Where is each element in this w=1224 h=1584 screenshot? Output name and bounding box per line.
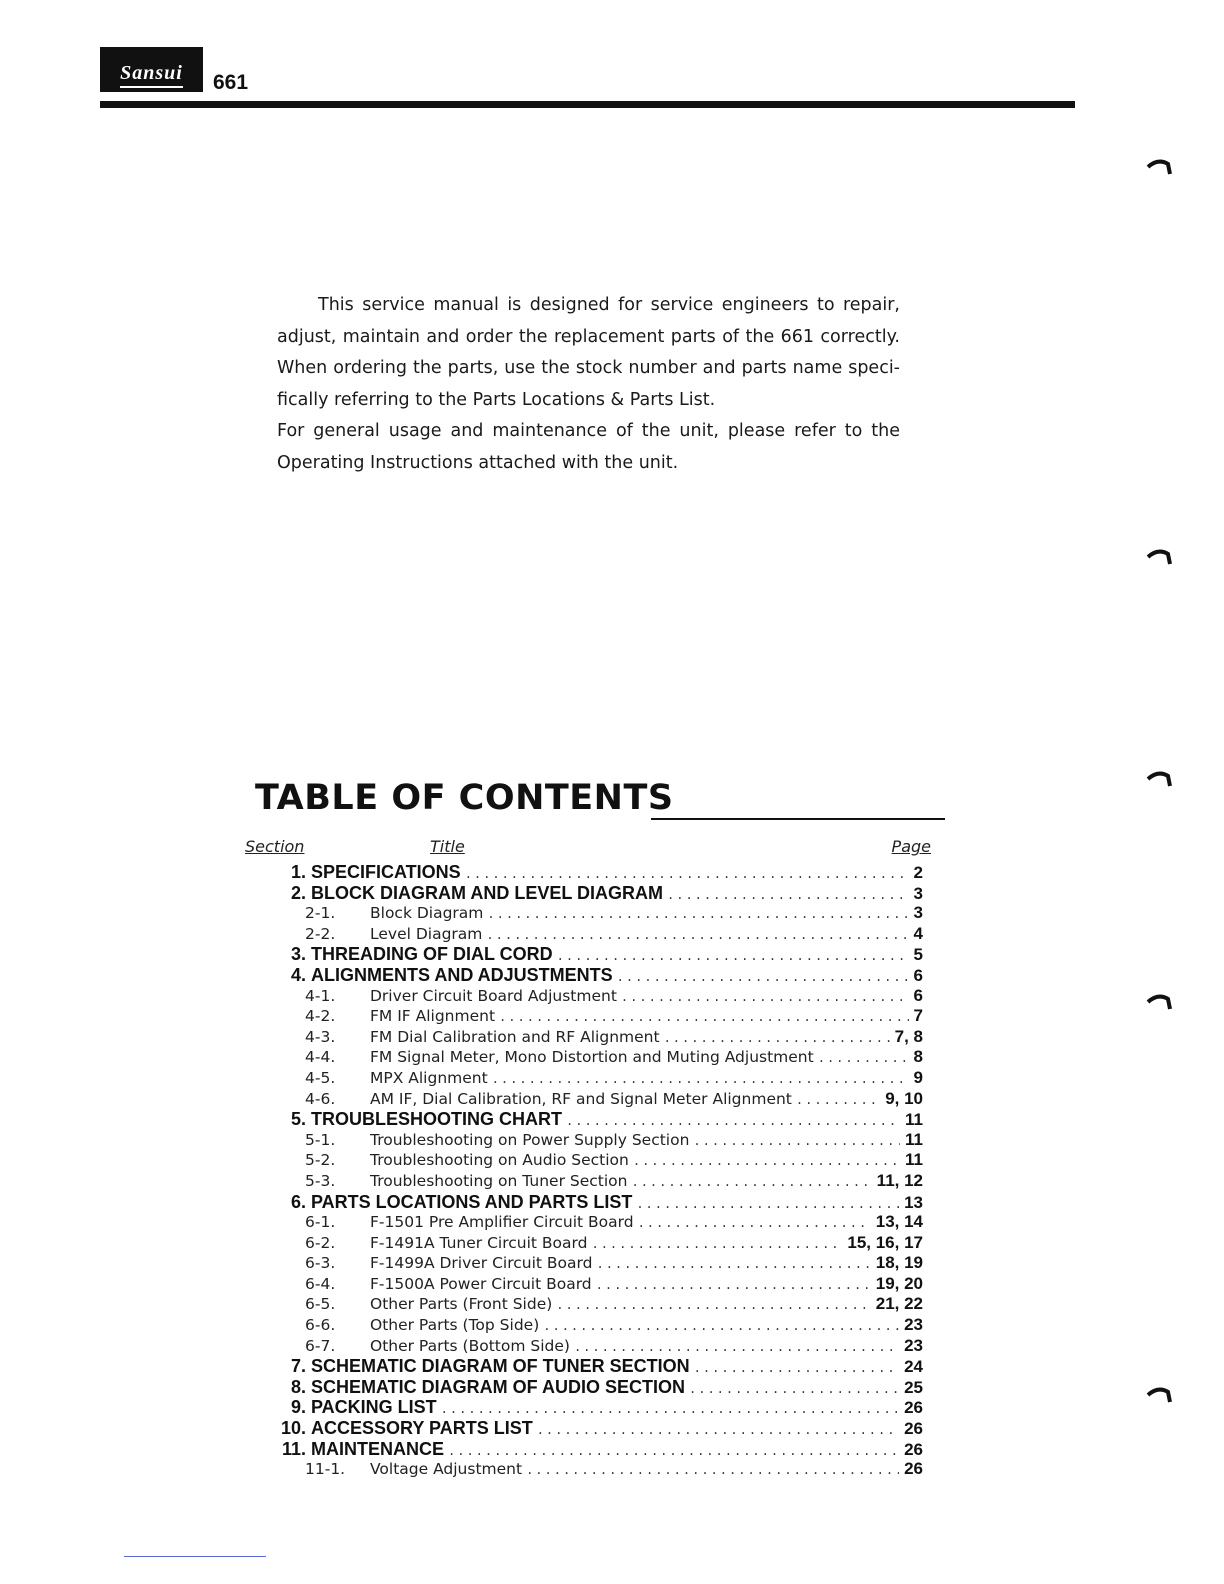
toc-number: 2-1. — [305, 904, 336, 923]
toc-number: 4-4. — [305, 1048, 336, 1067]
toc-subsection-row — [255, 1047, 923, 1068]
toc-number: 10. — [280, 1418, 306, 1439]
toc-leader — [486, 928, 908, 942]
toc-section-row — [255, 1439, 923, 1460]
toc-subsection-row — [255, 903, 923, 924]
col-section: Section — [245, 837, 305, 856]
toc-page: 26 — [904, 1419, 923, 1439]
toc-leader — [591, 1237, 842, 1251]
toc-section-row — [255, 883, 923, 904]
toc-title: SPECIFICATIONS — [311, 862, 461, 882]
toc-number: 11-1. — [305, 1460, 346, 1479]
sansui-logo — [100, 47, 203, 92]
toc-number: 4-6. — [305, 1089, 336, 1108]
toc-leader — [543, 1319, 899, 1333]
toc-page: 26 — [904, 1459, 923, 1479]
toc-page: 4 — [913, 923, 923, 943]
toc-number: 6-4. — [305, 1274, 336, 1293]
toc-section-row — [255, 1377, 923, 1398]
toc-page: 8 — [913, 1047, 923, 1067]
toc-number: 7. — [290, 1356, 306, 1377]
toc-page: 26 — [904, 1439, 923, 1459]
toc-page: 13, 14 — [875, 1212, 923, 1232]
toc-leader — [693, 1134, 900, 1148]
toc-column-headers — [245, 837, 931, 861]
toc-page: 25 — [904, 1377, 923, 1397]
toc-title: Troubleshooting on Tuner Section — [370, 1171, 628, 1190]
toc-title: Other Parts (Bottom Side) — [370, 1336, 570, 1355]
toc-subsection-row — [255, 1027, 923, 1048]
intro-line: Operating Instructions attached with the unit. — [277, 452, 679, 473]
toc-number: 2-2. — [305, 924, 336, 943]
toc-number: 4-3. — [305, 1027, 336, 1046]
toc-leader — [556, 1298, 870, 1312]
toc-page: 13 — [904, 1192, 923, 1212]
toc-number: 3. — [290, 944, 306, 965]
toc-number: 5-3. — [305, 1171, 336, 1190]
footer-line — [124, 1556, 266, 1557]
toc-title: SCHEMATIC DIAGRAM OF TUNER SECTION — [311, 1356, 690, 1377]
toc-subsection-row — [255, 1233, 923, 1254]
toc-page: 7, 8 — [894, 1026, 923, 1046]
toc-title: F-1500A Power Circuit Board — [370, 1274, 592, 1293]
toc-title: Driver Circuit Board Adjustment — [370, 986, 617, 1005]
binder-mark-icon — [1146, 1386, 1172, 1404]
toc-leader — [621, 990, 909, 1004]
intro-line: For general usage and maintenance of the unit, please refer to the — [277, 421, 900, 441]
toc-page: 2 — [913, 863, 923, 882]
toc-section-row — [255, 965, 923, 986]
page-header — [100, 47, 1075, 109]
toc-subsection-row — [255, 986, 923, 1007]
toc-title: PACKING LIST — [311, 1397, 437, 1418]
toc-number: 6-1. — [305, 1213, 336, 1232]
toc-subsection-row — [255, 1274, 923, 1295]
toc-page: 5 — [913, 945, 923, 965]
toc-subsection-row — [255, 1089, 923, 1110]
toc-number: 4-1. — [305, 986, 336, 1005]
toc-page: 26 — [904, 1398, 923, 1418]
toc-title: MPX Alignment — [370, 1068, 488, 1087]
toc-page: 21, 22 — [875, 1294, 923, 1314]
toc-title: FM Signal Meter, Mono Distortion and Muting Adjustment — [370, 1048, 814, 1067]
toc-title: FM IF Alignment — [370, 1007, 496, 1026]
toc-number: 4-2. — [305, 1007, 336, 1026]
toc-number: 5-2. — [305, 1151, 336, 1170]
toc-page: 23 — [904, 1315, 923, 1335]
toc-number: 6. — [290, 1191, 306, 1212]
toc-leader — [596, 1257, 870, 1271]
toc-subsection-row — [255, 1068, 923, 1089]
toc-title: F-1499A Driver Circuit Board — [370, 1254, 593, 1273]
toc-leader — [796, 1093, 880, 1107]
toc-leader — [631, 1175, 871, 1189]
toc-section-row — [255, 862, 923, 883]
brand-name: Sansui — [120, 62, 183, 88]
toc-subsection-row — [255, 924, 923, 945]
toc-subsection-row — [255, 1150, 923, 1171]
toc-subsection-row — [255, 1459, 923, 1480]
toc-leader — [499, 1010, 908, 1024]
toc-leader — [537, 1423, 899, 1437]
toc-leader — [448, 1444, 899, 1458]
model-number: 661 — [213, 71, 249, 94]
toc-heading-text: TABLE OF CONTENTS — [255, 778, 674, 818]
col-title: Title — [430, 837, 465, 856]
binder-mark-icon — [1146, 770, 1172, 788]
toc-page: 9 — [913, 1067, 923, 1087]
toc-subsection-row — [255, 1315, 923, 1336]
toc-leader — [636, 1197, 899, 1211]
header-rule — [100, 101, 1075, 108]
toc-subsection-row — [255, 1006, 923, 1027]
toc-page: 11, 12 — [876, 1170, 923, 1190]
toc-page: 11 — [905, 1150, 923, 1170]
toc-leader — [492, 1072, 909, 1086]
toc-subsection-row — [255, 1171, 923, 1192]
toc-section-row — [255, 944, 923, 965]
toc-leader — [441, 1402, 899, 1416]
toc-page: 11 — [905, 1110, 923, 1130]
toc-title: PARTS LOCATIONS AND PARTS LIST — [311, 1191, 633, 1212]
toc-number: 5-1. — [305, 1130, 336, 1149]
toc-leader — [566, 1114, 900, 1128]
binder-mark-icon — [1146, 548, 1172, 566]
toc-title: Voltage Adjustment — [370, 1460, 523, 1479]
toc-page: 23 — [904, 1335, 923, 1355]
toc-section-row — [255, 1192, 923, 1213]
toc-title: Level Diagram — [370, 924, 483, 943]
toc-subsection-row — [255, 1212, 923, 1233]
toc-section-row — [255, 1356, 923, 1377]
toc-title: MAINTENANCE — [311, 1438, 444, 1459]
toc-number: 6-3. — [305, 1254, 336, 1273]
binder-mark-icon — [1146, 158, 1172, 176]
toc-number: 1. — [290, 862, 306, 882]
heading-rule — [651, 818, 945, 820]
intro-line: This service manual is designed for service engineers to repair, — [318, 295, 900, 315]
toc-title: Other Parts (Top Side) — [370, 1316, 540, 1335]
toc-subsection-row — [255, 1336, 923, 1357]
toc-number: 2. — [290, 882, 306, 903]
toc-leader — [818, 1051, 909, 1065]
toc-page: 24 — [904, 1357, 923, 1377]
toc-title: THREADING OF DIAL CORD — [311, 944, 553, 965]
toc-section-row — [255, 1109, 923, 1130]
toc-page: 7 — [913, 1006, 923, 1026]
toc-leader — [465, 867, 909, 881]
toc-page: 6 — [913, 985, 923, 1005]
toc-leader — [574, 1340, 899, 1354]
toc-title: F-1501 Pre Amplifier Circuit Board — [370, 1213, 634, 1232]
toc-leader — [487, 907, 908, 921]
toc-leader — [526, 1463, 899, 1477]
toc-title: Troubleshooting on Power Supply Section — [370, 1130, 690, 1149]
intro-line: adjust, maintain and order the replacement parts of the 661 correctly. — [277, 326, 900, 347]
toc-title: Other Parts (Front Side) — [370, 1295, 553, 1314]
toc-leader — [633, 1154, 900, 1168]
toc-page: 18, 19 — [875, 1253, 923, 1273]
toc-leader — [638, 1216, 871, 1230]
toc-title: Block Diagram — [370, 904, 484, 923]
toc-title: SCHEMATIC DIAGRAM OF AUDIO SECTION — [311, 1376, 685, 1397]
intro-line: When ordering the parts, use the stock number and parts name speci- — [277, 358, 900, 378]
toc-leader — [557, 949, 909, 963]
toc-subsection-row — [255, 1130, 923, 1151]
toc-number: 4. — [290, 964, 306, 985]
intro-paragraph — [277, 290, 900, 479]
toc-page: 11 — [905, 1129, 923, 1149]
toc-section-row — [255, 1418, 923, 1439]
toc-title: TROUBLESHOOTING CHART — [311, 1109, 562, 1130]
toc-title: ALIGNMENTS AND ADJUSTMENTS — [311, 964, 613, 985]
toc-subsection-row — [255, 1294, 923, 1315]
toc-list — [255, 862, 923, 1480]
toc-number: 9. — [290, 1397, 306, 1418]
toc-title: FM Dial Calibration and RF Alignment — [370, 1027, 660, 1046]
toc-page: 3 — [913, 903, 923, 923]
toc-leader — [694, 1361, 899, 1375]
toc-leader — [689, 1382, 899, 1396]
toc-number: 6-2. — [305, 1233, 336, 1252]
toc-title: AM IF, Dial Calibration, RF and Signal Meter Alignment — [370, 1089, 792, 1108]
toc-leader — [596, 1278, 871, 1292]
toc-title: Troubleshooting on Audio Section — [370, 1151, 629, 1170]
toc-title: ACCESSORY PARTS LIST — [311, 1418, 533, 1439]
toc-section-row — [255, 1397, 923, 1418]
toc-page: 15, 16, 17 — [847, 1232, 923, 1252]
toc-title: F-1491A Tuner Circuit Board — [370, 1233, 588, 1252]
toc-number: 6-6. — [305, 1316, 336, 1335]
toc-number: 5. — [290, 1109, 306, 1130]
toc-number: 6-7. — [305, 1336, 336, 1355]
toc-title: BLOCK DIAGRAM AND LEVEL DIAGRAM — [311, 882, 663, 903]
toc-number: 6-5. — [305, 1295, 336, 1314]
binder-mark-icon — [1146, 993, 1172, 1011]
toc-leader — [667, 888, 909, 902]
toc-page: 6 — [913, 965, 923, 985]
toc-subsection-row — [255, 1253, 923, 1274]
toc-page: 9, 10 — [885, 1088, 923, 1108]
toc-page: 19, 20 — [875, 1273, 923, 1293]
toc-heading — [255, 778, 945, 828]
col-page: Page — [891, 837, 931, 856]
toc-number: 4-5. — [305, 1068, 336, 1087]
toc-number: 11. — [281, 1438, 306, 1459]
intro-line: fically referring to the Parts Locations & Parts List. — [277, 389, 716, 410]
toc-number: 8. — [290, 1376, 306, 1397]
toc-leader — [664, 1031, 890, 1045]
toc-page: 3 — [913, 883, 923, 903]
toc-leader — [617, 970, 909, 984]
